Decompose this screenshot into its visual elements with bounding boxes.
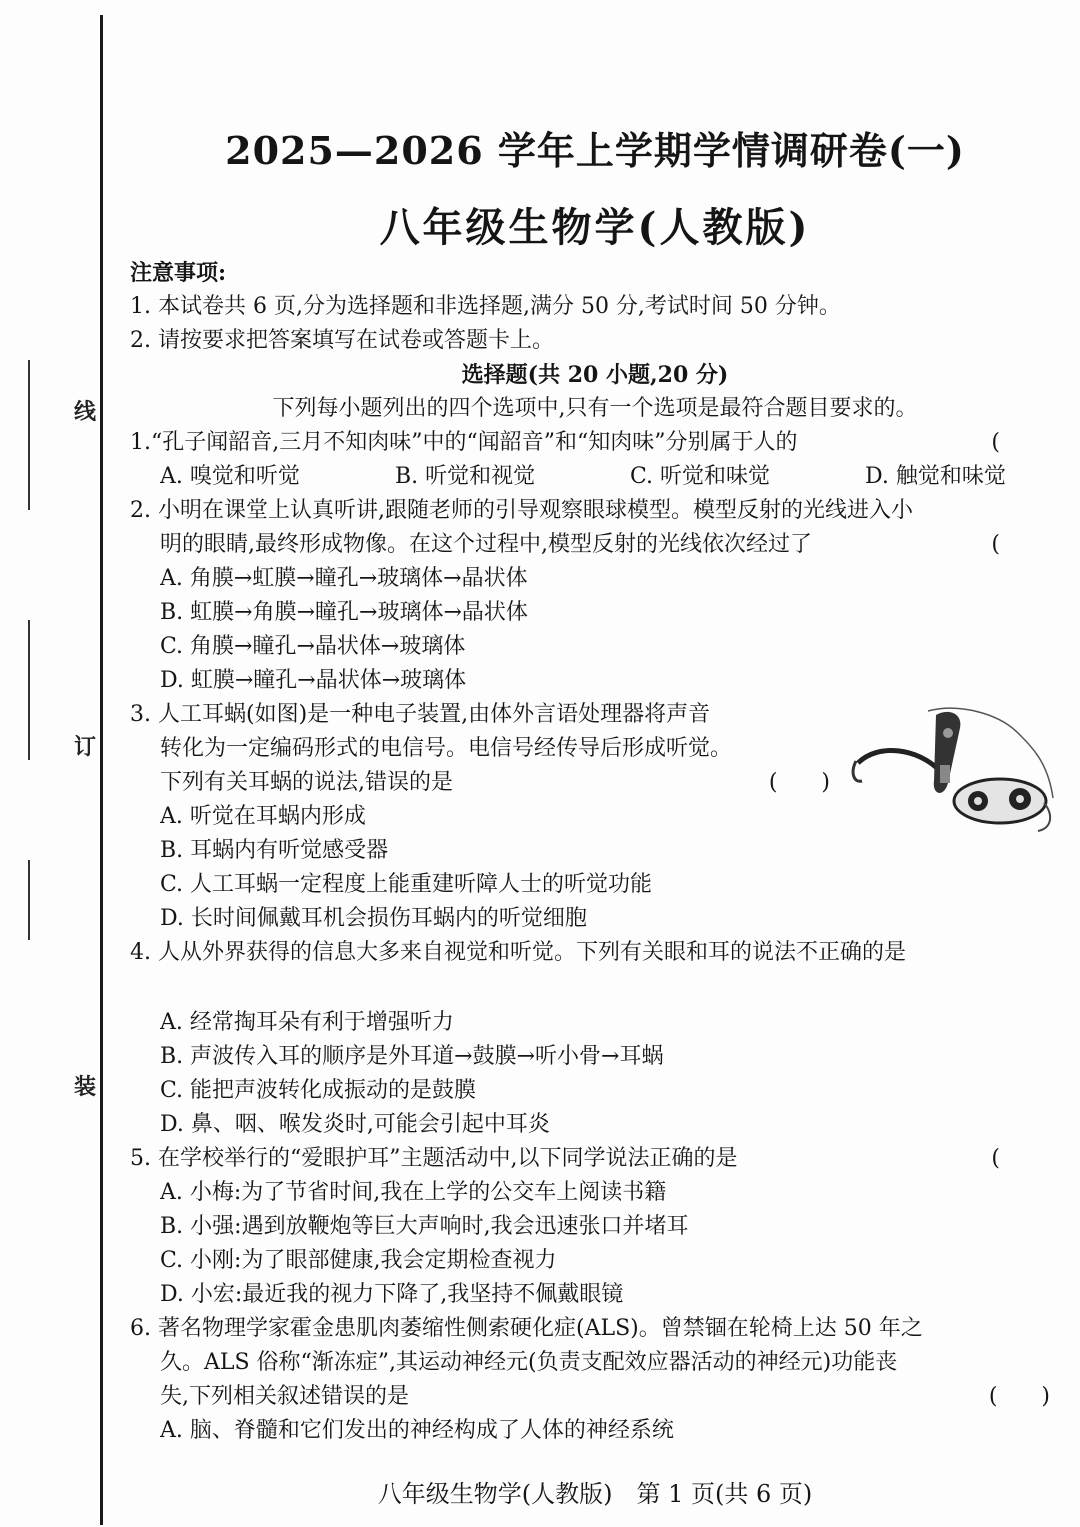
- option-c: C. 角膜→瞳孔→晶状体→玻璃体: [160, 634, 466, 659]
- option-a: A. 经常掏耳朵有利于增强听力: [160, 1010, 454, 1035]
- question-6-stem-cont: [160, 1382, 1060, 1412]
- notice-item: 1. 本试卷共 6 页,分为选择题和非选择题,满分 50 分,考试时间 50 分钟。: [130, 294, 841, 319]
- answer-paren: (: [991, 1146, 1000, 1171]
- answer-paren: (: [991, 532, 1000, 557]
- question-text: 5. 在学校举行的“爱眼护耳”主题活动中,以下同学说法正确的是: [130, 1146, 738, 1171]
- option-b: B. 虹膜→角膜→瞳孔→玻璃体→晶状体: [160, 600, 528, 625]
- option-c: C. 小刚:为了眼部健康,我会定期检查视力: [160, 1248, 557, 1273]
- binding-line: [100, 15, 103, 1525]
- margin-mark-bind: 订: [74, 734, 97, 760]
- question-6-stem: 6. 著名物理学家霍金患肌肉萎缩性侧索硬化症(ALS)。曾禁锢在轮椅上达 50 年之: [130, 1316, 923, 1341]
- option-d: D. 鼻、咽、喉发炎时,可能会引起中耳炎: [160, 1112, 550, 1137]
- option-c: C. 人工耳蜗一定程度上能重建听障人士的听觉功能: [160, 872, 653, 897]
- margin-blank-line: [28, 360, 30, 510]
- option-b: B. 小强:遇到放鞭炮等巨大声响时,我会迅速张口并堵耳: [160, 1214, 689, 1239]
- cochlear-implant-figure: [848, 703, 1058, 835]
- option-b: B. 听觉和视觉: [395, 464, 536, 489]
- option-b: B. 耳蜗内有听觉感受器: [160, 838, 389, 863]
- notice-item: 2. 请按要求把答案填写在试卷或答题卡上。: [130, 328, 554, 353]
- option-b: B. 声波传入耳的顺序是外耳道→鼓膜→听小骨→耳蜗: [160, 1044, 664, 1069]
- question-text: 明的眼睛,最终形成物像。在这个过程中,模型反射的光线依次经过了: [160, 532, 812, 557]
- notice-heading: 注意事项:: [130, 260, 227, 286]
- question-3-stem-cont: [160, 768, 850, 798]
- option-d: D. 触觉和味觉: [865, 464, 1006, 489]
- question-5-stem: [130, 1144, 1060, 1174]
- question-3-stem: 3. 人工耳蜗(如图)是一种电子装置,由体外言语处理器将声音: [130, 702, 711, 727]
- margin-mark-seal: 装: [74, 1074, 97, 1100]
- option-a: A. 听觉在耳蜗内形成: [160, 804, 366, 829]
- margin-blank-line: [28, 620, 30, 760]
- answer-paren: (: [991, 430, 1000, 455]
- option-c: C. 能把声波转化成振动的是鼓膜: [160, 1078, 477, 1103]
- page-footer: 八年级生物学(人教版) 第 1 页(共 6 页): [377, 1480, 813, 1508]
- section-title: 选择题(共 20 小题,20 分): [461, 362, 729, 388]
- option-d: D. 虹膜→瞳孔→晶状体→玻璃体: [160, 668, 467, 693]
- section-instruction: 下列每小题列出的四个选项中,只有一个选项是最符合题目要求的。: [272, 396, 918, 421]
- question-4-stem: 4. 人从外界获得的信息大多来自视觉和听觉。下列有关眼和耳的说法不正确的是: [130, 940, 906, 965]
- question-6-stem-cont: 久。ALS 俗称“渐冻症”,其运动神经元(负责支配效应器活动的神经元)功能丧: [160, 1350, 898, 1375]
- margin-blank-line: [28, 860, 30, 940]
- answer-paren: ( ): [768, 770, 830, 795]
- question-3-stem-cont: 转化为一定编码形式的电信号。电信号经传导后形成听觉。: [160, 736, 733, 761]
- option-a: A. 脑、脊髓和它们发出的神经构成了人体的神经系统: [160, 1418, 674, 1443]
- question-text: 下列有关耳蜗的说法,错误的是: [160, 770, 453, 795]
- margin-mark-line: 线: [74, 399, 97, 425]
- option-d: D. 长时间佩戴耳机会损伤耳蜗内的听觉细胞: [160, 906, 587, 931]
- question-1-stem: [130, 428, 1060, 458]
- page-subtitle: 八年级生物学(人教版): [379, 204, 811, 251]
- question-text: 1.“孔子闻韶音,三月不知肉味”中的“闻韶音”和“知肉味”分别属于人的: [130, 430, 798, 455]
- option-a: A. 角膜→虹膜→瞳孔→玻璃体→晶状体: [160, 566, 528, 591]
- page-title: 2025—2026 学年上学期学情调研卷(一): [225, 128, 965, 173]
- question-2-stem: 2. 小明在课堂上认真听讲,跟随老师的引导观察眼球模型。模型反射的光线进入小: [130, 498, 913, 523]
- question-text: 失,下列相关叙述错误的是: [160, 1384, 409, 1409]
- answer-paren: ( ): [988, 1384, 1050, 1409]
- option-a: A. 嗅觉和听觉: [160, 464, 300, 489]
- option-c: C. 听觉和味觉: [630, 464, 771, 489]
- question-1-options: [160, 462, 1060, 492]
- option-a: A. 小梅:为了节省时间,我在上学的公交车上阅读书籍: [160, 1180, 667, 1205]
- question-2-stem-cont: [160, 530, 1060, 560]
- option-d: D. 小宏:最近我的视力下降了,我坚持不佩戴眼镜: [160, 1282, 624, 1307]
